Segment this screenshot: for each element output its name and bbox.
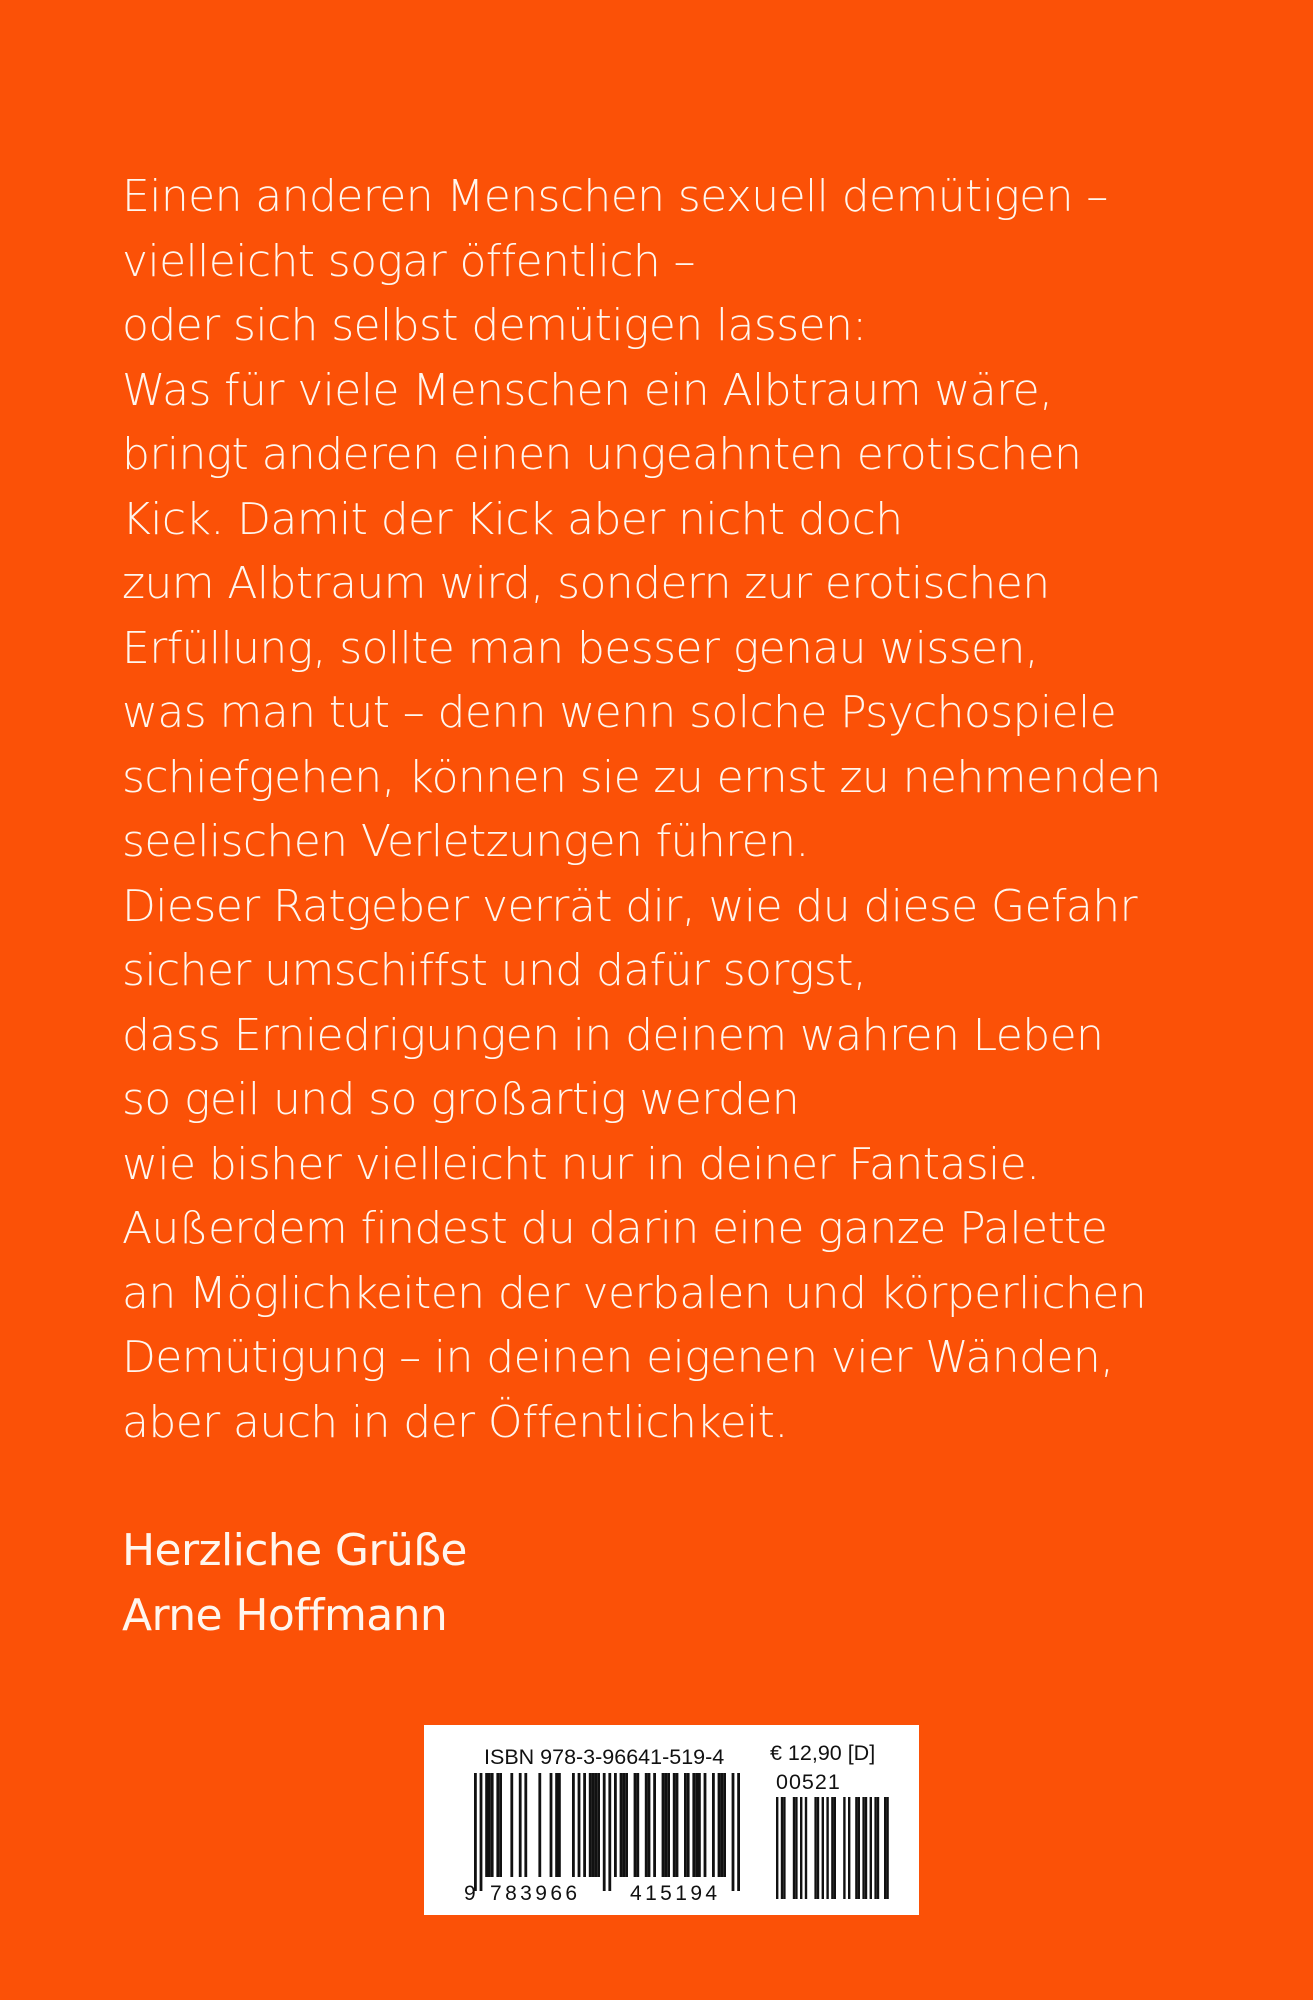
barcode-bar xyxy=(491,1773,494,1877)
barcode-bar xyxy=(676,1773,679,1877)
barcode-bar xyxy=(783,1797,785,1899)
barcode-bar xyxy=(712,1773,715,1877)
barcode-bar xyxy=(622,1773,625,1877)
barcode-bar xyxy=(862,1797,864,1899)
barcode-bar xyxy=(848,1797,850,1899)
blurb-line: wie bisher vielleicht nur in deiner Fantasie. xyxy=(122,1138,1040,1190)
barcode-bar xyxy=(855,1797,857,1899)
barcode-bar xyxy=(704,1773,707,1877)
barcode-bar xyxy=(538,1773,541,1877)
blurb-line: Erfüllung, sollte man besser genau wissen, xyxy=(122,622,1039,674)
barcode-bar xyxy=(800,1797,802,1899)
barcode-bar xyxy=(884,1797,886,1899)
blurb-line: Dieser Ratgeber verrät dir, wie du diese Gefahr xyxy=(122,880,1137,932)
barcode-bar xyxy=(776,1797,778,1899)
barcode-bar xyxy=(858,1797,860,1899)
barcode-bar xyxy=(817,1797,819,1899)
barcode-label xyxy=(424,1725,919,1915)
ean-barcode-icon xyxy=(462,1773,764,1891)
barcode-bar xyxy=(578,1773,581,1877)
barcode-bar xyxy=(653,1773,656,1877)
barcode-bar xyxy=(524,1773,527,1877)
barcode-bar xyxy=(510,1773,513,1877)
barcode-bar xyxy=(474,1773,477,1891)
barcode-bar xyxy=(692,1773,695,1877)
barcode-bar xyxy=(667,1773,670,1877)
barcode-bar xyxy=(496,1773,499,1877)
signoff xyxy=(122,1519,467,1648)
barcode-bar xyxy=(662,1773,665,1877)
barcode-bar xyxy=(645,1773,648,1877)
barcode-bar xyxy=(594,1773,597,1877)
barcode-bar xyxy=(648,1773,651,1877)
barcode-bar xyxy=(805,1797,807,1899)
barcode-bar xyxy=(865,1797,867,1899)
ean-first-digit: 9 xyxy=(464,1882,476,1905)
barcode-bar xyxy=(877,1797,879,1899)
barcode-bar xyxy=(519,1773,522,1877)
blurb-line: Einen anderen Menschen sexuell demütigen – xyxy=(122,171,1108,222)
blurb-line: bringt anderen einen ungeahnten erotischen xyxy=(122,429,1082,480)
blurb-line: vielleicht sogar öffentlich – xyxy=(122,235,695,287)
barcode-bar xyxy=(664,1773,667,1877)
blurb-line: schiefgehen, können sie zu ernst zu nehmenden xyxy=(122,751,1161,803)
barcode-bar xyxy=(555,1773,558,1877)
barcode-bar xyxy=(634,1773,637,1877)
barcode-bar xyxy=(684,1773,687,1877)
blurb-line: dass Erniedrigungen in deinem wahren Leben xyxy=(122,1009,1104,1061)
barcode-bar xyxy=(814,1797,816,1899)
barcode-bar xyxy=(720,1773,723,1877)
barcode-bar xyxy=(589,1773,592,1877)
barcode-bar xyxy=(834,1797,836,1899)
barcode-bar xyxy=(843,1797,845,1899)
ean-right-digits: 415194 xyxy=(630,1882,721,1905)
barcode-bar xyxy=(625,1773,628,1877)
blurb-line: so geil und so großartig werden xyxy=(122,1074,800,1125)
barcode-bar xyxy=(723,1773,726,1877)
barcode-bar xyxy=(583,1773,586,1877)
barcode-bar xyxy=(636,1773,639,1877)
barcode-bar xyxy=(870,1797,872,1899)
barcode-bar xyxy=(822,1797,824,1899)
barcode-bar xyxy=(831,1797,833,1899)
barcode-bar xyxy=(737,1773,740,1891)
barcode-bar xyxy=(781,1797,783,1899)
barcode-bar xyxy=(572,1773,575,1877)
barcode-bar xyxy=(597,1773,600,1877)
barcode-bar xyxy=(718,1773,721,1877)
barcode-bar xyxy=(886,1797,888,1899)
blurb-line: zum Albtraum wird, sondern zur erotischen xyxy=(122,558,1050,609)
barcode-bar xyxy=(592,1773,595,1877)
barcode-bar xyxy=(826,1797,828,1899)
blurb-line: seelischen Verletzungen führen. xyxy=(122,816,809,867)
barcode-bar xyxy=(485,1773,488,1877)
price: € 12,90 [D] xyxy=(770,1741,876,1765)
barcode-bar xyxy=(499,1773,502,1877)
addon-barcode-icon xyxy=(776,1797,894,1899)
barcode-bar xyxy=(480,1773,483,1891)
barcode-bar xyxy=(620,1773,623,1877)
back-cover-blurb xyxy=(122,165,1242,1455)
blurb-line: sicher umschiffst und dafür sorgst, xyxy=(122,945,867,996)
barcode-bar xyxy=(687,1773,690,1877)
blurb-line: aber auch in der Öffentlichkeit. xyxy=(122,1396,788,1448)
barcode-bar xyxy=(608,1773,611,1891)
barcode-bar xyxy=(488,1773,491,1877)
barcode-bar xyxy=(732,1773,735,1891)
addon-code: 00521 xyxy=(776,1770,841,1794)
barcode-bar xyxy=(695,1773,698,1877)
blurb-line: Außerdem findest du darin eine ganze Palette xyxy=(122,1203,1108,1254)
barcode-bar xyxy=(795,1797,797,1899)
barcode-bar xyxy=(698,1773,701,1877)
isbn-number: ISBN 978-3-96641-519-4 xyxy=(484,1745,725,1769)
barcode-bar xyxy=(603,1773,606,1891)
barcode-bar xyxy=(874,1797,876,1899)
blurb-line: Kick. Damit der Kick aber nicht doch xyxy=(122,493,903,545)
blurb-line: Demütigung – in deinen eigenen vier Wänden, xyxy=(122,1332,1114,1383)
barcode-bar xyxy=(673,1773,676,1877)
blurb-line: was man tut – denn wenn solche Psychospiele xyxy=(122,687,1117,738)
barcode-bar xyxy=(793,1797,795,1899)
blurb-line: oder sich selbst demütigen lassen: xyxy=(122,300,867,351)
blurb-line: Was für viele Menschen ein Albtraum wäre, xyxy=(122,364,1053,416)
barcode-bar xyxy=(550,1773,553,1877)
barcode-bar xyxy=(614,1773,617,1877)
barcode-bar xyxy=(558,1773,561,1877)
author-name: Arne Hoffmann xyxy=(122,1589,448,1641)
greeting: Herzliche Grüße xyxy=(122,1525,467,1576)
blurb-line: an Möglichkeiten der verbalen und körperlichen xyxy=(122,1267,1146,1319)
ean-left-digits: 783966 xyxy=(490,1882,581,1905)
